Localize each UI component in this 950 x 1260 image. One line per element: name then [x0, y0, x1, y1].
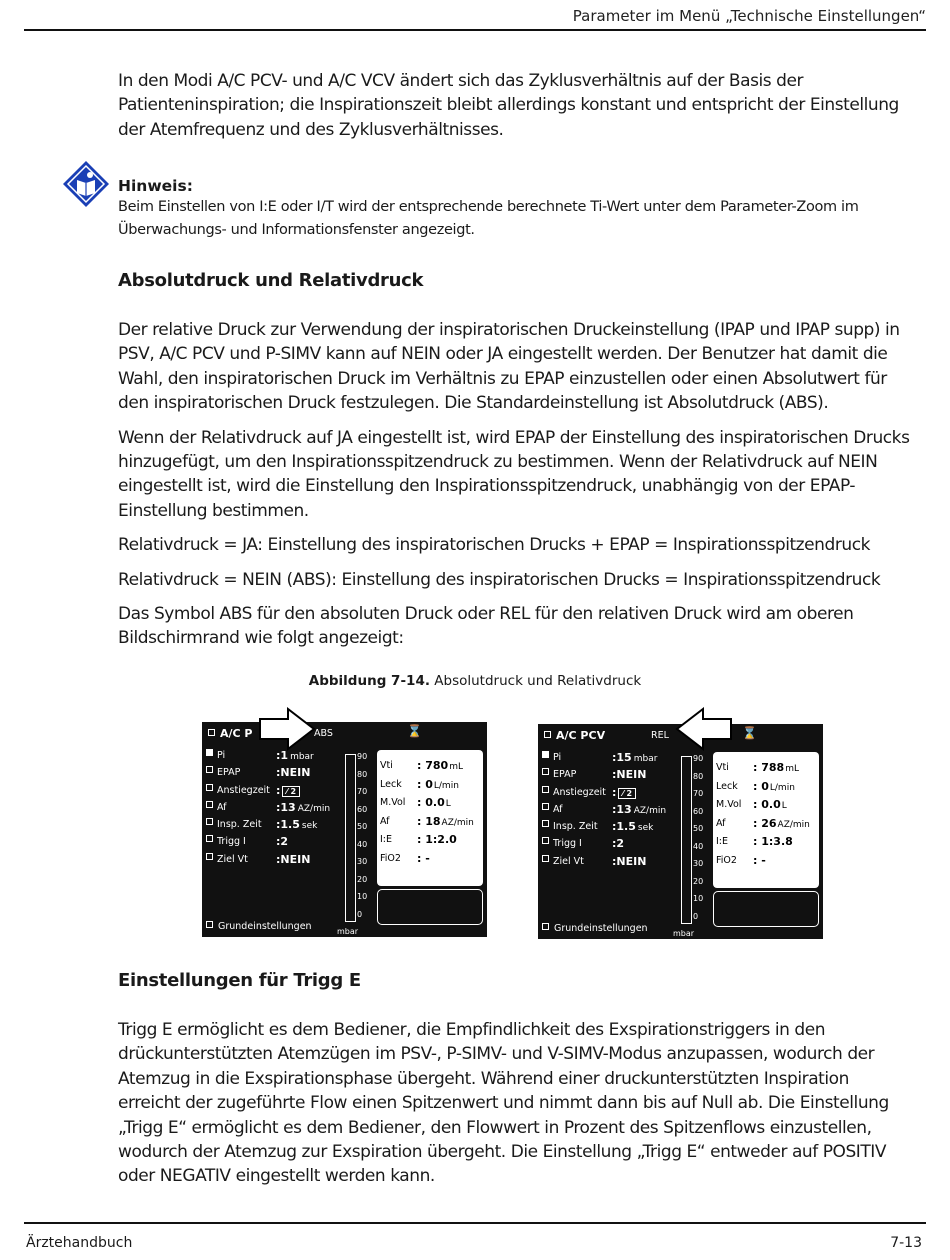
arrow-left-icon — [673, 707, 733, 751]
header-rule — [24, 29, 926, 31]
header-title: Parameter im Menü „Technische Einstellungen“ — [572, 7, 926, 25]
setting-row: EPAP :NEIN — [206, 766, 356, 783]
abs-flag: ABS — [314, 728, 333, 739]
caption-text: Absolutdruck und Relativdruck — [434, 673, 642, 689]
settings-list — [206, 749, 356, 870]
setting-row: Trigg I :2 — [206, 835, 356, 852]
note-title: Hinweis: — [118, 177, 193, 195]
paragraph: Der relative Druck zur Verwendung der inspiratorischen Druckeinstellung (IPAP und IPAP supp) in PSV, A/C PCV und P-SIMV kann auf NEIN oder JA eingestellt werden. Der Benutzer hat damit die Wahl, den inspiratorischen Druck im Verhältnis zu EPAP einzustellen oder einen Absolutwert für den inspiratorischen Druck festzulegen. Die Standardeinstellung ist Absolutdruck (ABS). — [118, 320, 900, 414]
intro-block — [118, 69, 910, 142]
setting-row: Ziel Vt :NEIN — [542, 855, 692, 872]
pressure-gauge: 90 80 70 60 50 40 30 20 10 0 — [343, 752, 373, 927]
footer-manual-name: Ärztehandbuch — [26, 1235, 133, 1251]
setting-row: Pi :15 mbar — [542, 751, 692, 768]
settings-list — [542, 751, 692, 872]
paragraph: Trigg E ermöglicht es dem Bediener, die Empfindlichkeit des Exspirationstriggers in den drückunterstützten Atemzügen im PSV-, P-SIMV- und V-SIMV-Modus anzupassen, wodurch der Atemzug in die Exspirationsphase übergeht. Während einer druckunterstützten Inspiration erreicht der zugeführte Flow einen Spitzenwert und nimmt dann bis auf Null ab. Die Einstellung „Trigg E“ ermöglicht es dem Bediener, den Flowwert in Prozent des Spitzenflows einzustellen, wodurch der Atemzug zur Exspiration übergeht. Die Einstellung „Trigg E“ entweder auf POSITIV oder NEGATIV eingestellt werden kann. — [118, 1020, 889, 1187]
page-header — [0, 0, 950, 30]
page-number: 7-13 — [890, 1235, 922, 1251]
setting-row: Anstiegzeit : ⁄ 2 — [542, 786, 692, 803]
paragraph: Relativdruck = NEIN (ABS): Einstellung des inspiratorischen Drucks = Inspirationsspitzendruck — [118, 569, 881, 590]
section1-body — [118, 318, 910, 651]
intro-paragraph: In den Modi A/C PCV- und A/C VCV ändert sich das Zyklusverhältnis auf der Basis der Patienteninspiration; die Inspirationszeit bleibt allerdings konstant und entspricht der Einstellung der Atemfrequenz und des Zyklusverhältnisses. — [118, 71, 899, 140]
section-heading: Absolutdruck und Relativdruck — [118, 270, 424, 291]
mode-label: A/C PCV — [544, 729, 605, 742]
gauge-unit: mbar — [337, 927, 359, 936]
alarm-silence-icon: ⌛ — [407, 724, 422, 738]
rel-flag: REL — [651, 730, 669, 741]
setting-row: Anstiegzeit : ⁄ 2 — [206, 784, 356, 801]
section-absolute-relative — [118, 270, 910, 291]
setting-row: Af :13 AZ/min — [542, 803, 692, 820]
setting-row: Af :13 AZ/min — [206, 801, 356, 818]
rise-time-icon: ⁄ 2 — [618, 788, 636, 799]
note-block — [118, 177, 910, 242]
ventilator-screen-abs — [202, 722, 487, 937]
message-box — [713, 891, 819, 927]
figure-caption — [0, 673, 950, 689]
section-heading: Einstellungen für Trigg E — [118, 970, 361, 991]
bottom-menu-label: Grundeinstellungen — [206, 921, 312, 932]
setting-row: EPAP :NEIN — [542, 768, 692, 785]
bottom-menu-label: Grundeinstellungen — [542, 923, 648, 934]
note-book-icon — [62, 160, 110, 208]
section2-body — [118, 1018, 910, 1189]
setting-row: Ziel Vt :NEIN — [206, 853, 356, 870]
setting-row: Trigg I :2 — [542, 837, 692, 854]
alarm-silence-icon: ⌛ — [742, 726, 757, 740]
rise-time-icon: ⁄ 2 — [282, 786, 300, 797]
section-trigg-e — [118, 970, 910, 991]
caption-label: Abbildung 7-14. — [308, 673, 430, 689]
monitoring-panel: Vti : 788mL Leck : 0L/min M.Vol : 0.0L Af : 26AZ/min I:E : 1:3.8 FiO2 : - — [713, 752, 819, 888]
arrow-right-icon — [258, 707, 318, 751]
paragraph: Wenn der Relativdruck auf JA eingestellt ist, wird EPAP der Einstellung des inspiratorischen Drucks hinzugefügt, um den Inspirationsspitzendruck zu bestimmen. Wenn der Relativdruck auf NEIN eingestellt ist, wird die Einstellung den Inspirationsspitzendruck, unabhängig von der EPAP-Einstellung bestimmen. — [118, 427, 910, 521]
ventilator-screen-rel — [538, 724, 823, 939]
setting-row: Insp. Zeit :1.5 sek — [206, 818, 356, 835]
mode-label: A/C P — [208, 727, 253, 740]
monitoring-panel: Vti : 780mL Leck : 0L/min M.Vol : 0.0L Af : 18AZ/min I:E : 1:2.0 FiO2 : - — [377, 750, 483, 886]
paragraph: Relativdruck = JA: Einstellung des inspiratorischen Drucks + EPAP = Inspirationsspitzendruck — [118, 535, 870, 556]
setting-row: Insp. Zeit :1.5 sek — [542, 820, 692, 837]
pressure-gauge: 90 80 70 60 50 40 30 20 10 0 — [679, 754, 709, 929]
gauge-unit: mbar — [673, 929, 695, 938]
message-box — [377, 889, 483, 925]
setting-row: Pi :1 mbar — [206, 749, 356, 766]
note-text: Beim Einstellen von I:E oder I/T wird der entsprechende berechnete Ti-Wert unter dem Parameter-Zoom im Überwachungs- und Informationsfenster angezeigt. — [118, 199, 859, 238]
footer-rule — [24, 1222, 926, 1224]
paragraph: Das Symbol ABS für den absoluten Druck oder REL für den relativen Druck wird am oberen Bildschirmrand wie folgt angezeigt: — [118, 604, 854, 649]
